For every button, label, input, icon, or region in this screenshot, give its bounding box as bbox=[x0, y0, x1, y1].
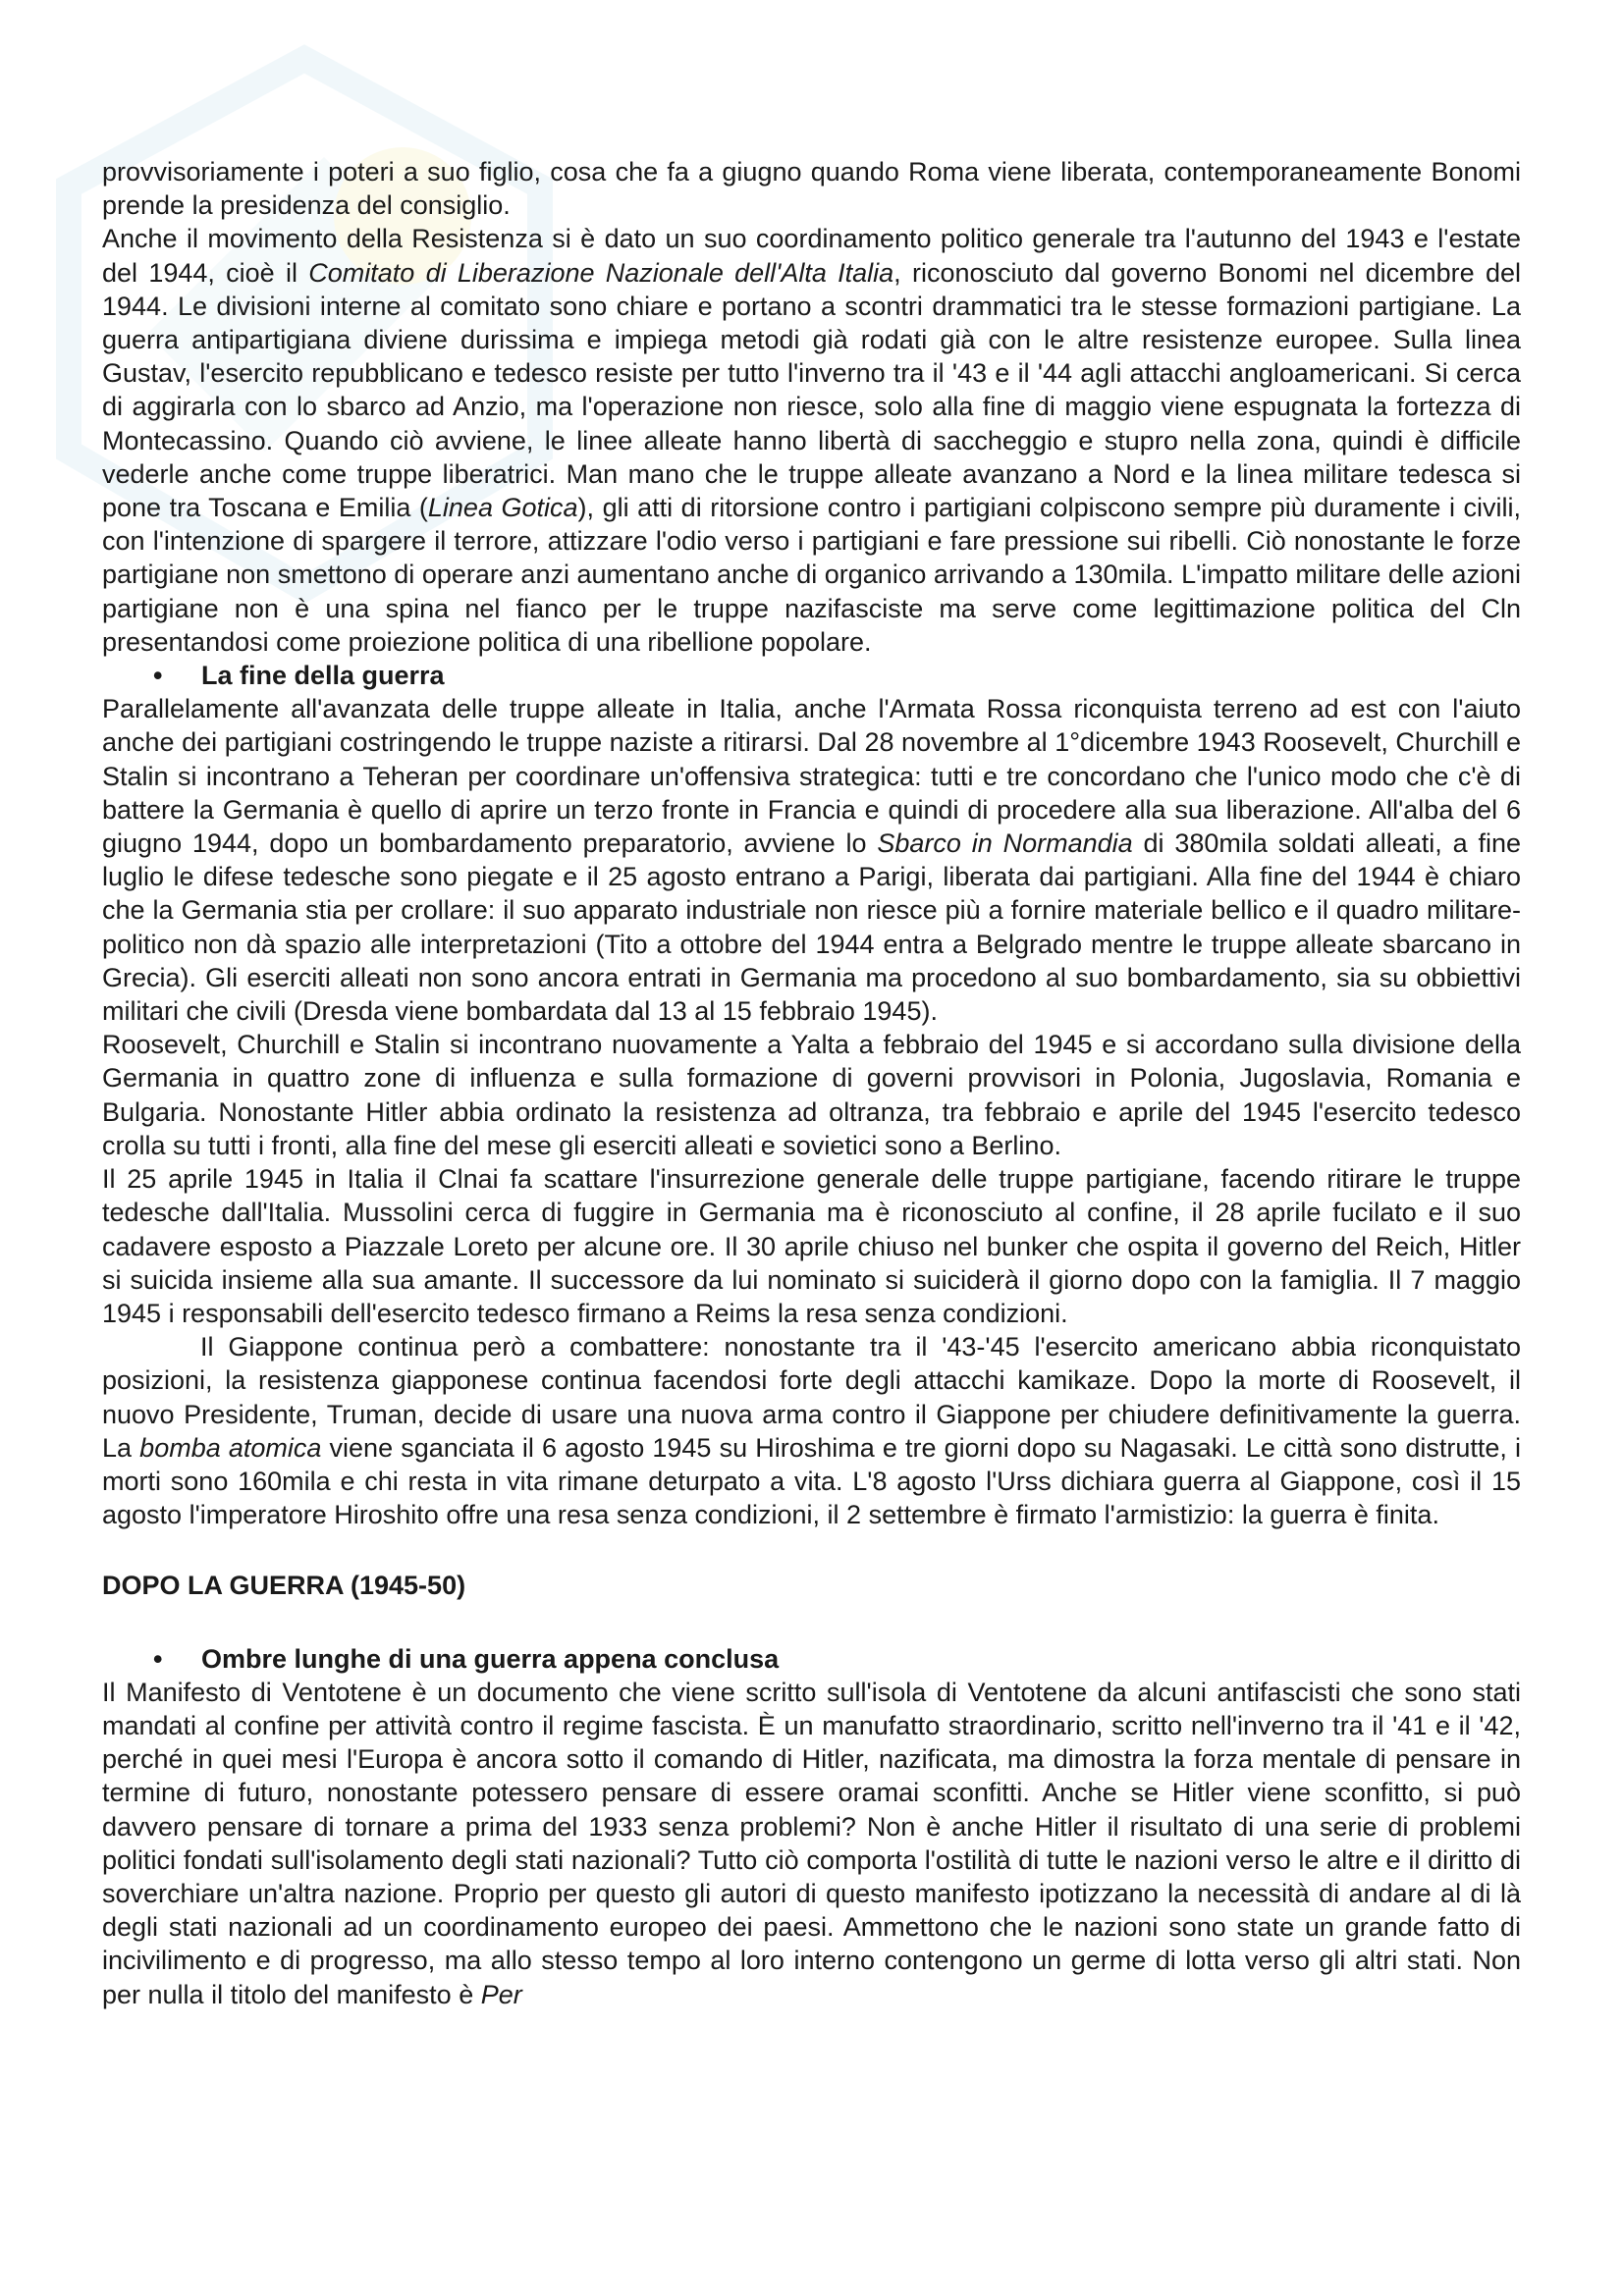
section-title: DOPO LA GUERRA (1945-50) bbox=[102, 1571, 466, 1601]
bullet-icon: • bbox=[153, 661, 163, 691]
italic-text: Linea Gotica bbox=[427, 493, 578, 523]
text-run: provvisoriamente i poteri a suo figlio, cosa che fa a giugno quando Roma viene liberata, contemporaneamente Bonomi prende la presidenza del consiglio. bbox=[102, 157, 1521, 221]
paragraph bbox=[102, 222, 1521, 659]
text-run: Roosevelt, Churchill e Stalin si incontrano nuovamente a Yalta a febbraio del 1945 e si accordano sulla divisione della Germania in quattro zone di influenza e sulla formazione di governi provvisori in Polonia, Jugoslavia, Romania e Bulgaria. Nonostante Hitler abbia ordinato la resistenza ad oltranza, tra febbraio e aprile del 1945 l'esercito tedesco crolla su tutti i fronti, alla fine del mese gli eserciti alleati e sovietici sono a Berlino. bbox=[102, 1030, 1521, 1160]
paragraph bbox=[102, 1330, 1521, 1531]
heading-fine-della-guerra bbox=[102, 659, 1521, 692]
resistenza-section bbox=[102, 155, 1521, 659]
text-run: Il 25 aprile 1945 in Italia il Clnai fa scattare l'insurrezione generale delle truppe partigiane, facendo ritirare le truppe tedesche dall'Italia. Mussolini cerca di fuggire in Germania ma è riconosciuto al confine, il 28 aprile fucilato e il suo cadavere esposto a Piazzale Loreto per alcune ore. Il 30 aprile chiuso nel bunker che ospita il governo del Reich, Hitler si suicida insieme alla sua amante. Il successore da lui nominato si suiciderà il giorno dopo con la famiglia. Il 7 maggio 1945 i responsabili dell'esercito tedesco firmano a Reims la resa senza condizioni. bbox=[102, 1164, 1521, 1328]
fine-guerra-section bbox=[102, 692, 1521, 1531]
paragraph bbox=[102, 1162, 1521, 1330]
document-page bbox=[102, 155, 1521, 2011]
italic-text: Comitato di Liberazione Nazionale dell'Alta Italia bbox=[308, 257, 894, 288]
italic-text: bomba atomica bbox=[139, 1432, 322, 1463]
heading-ombre-lunghe bbox=[102, 1642, 1521, 1676]
text-run: Parallelamente all'avanzata delle truppe alleate in Italia, anche l'Armata Rossa riconquista terreno ad est con l'aiuto anche dei partigiani costringendo le truppe naziste a ritirarsi. Dal 28 novembre al 1°dicembre 1943 Roosevelt, Churchill e Stalin si incontrano a Teheran per coordinare un'offensiva strategica: tutti e tre concordano che l'unico modo che c'è di battere la Germania è quello di aprire un terzo fronte in Francia e quindi di procedere alla sua liberazione. All'alba del 6 giugno 1944, dopo un bombardamento preparatorio, avviene lo bbox=[102, 694, 1521, 859]
heading-text: Ombre lunghe di una guerra appena conclusa bbox=[201, 1643, 780, 1674]
paragraph bbox=[102, 155, 1521, 222]
text-run: , riconosciuto dal governo Bonomi nel dicembre del 1944. Le divisioni interne al comitato sono chiare e portano a scontri drammatici tra le stesse formazioni partigiane. La guerra antipartigiana diviene durissima e impiega metodi già rodati già con le altre resistenze europee. Sulla linea Gustav, l'esercito repubblicano e tedesco resiste per tutto l'inverno tra il '43 e il '44 agli attacchi angloamericani. Si cerca di aggirarla con lo sbarco ad Anzio, ma l'operazione non riesce, solo alla fine di maggio viene espugnata la fortezza di Montecassino. Quando ciò avviene, le linee alleate hanno libertà di saccheggio e stupro nella zona, quindi è difficile vederle anche come truppe liberatrici. Man mano che le truppe alleate avanzano a Nord e la linea militare tedesca si pone tra Toscana e Emilia ( bbox=[102, 257, 1521, 523]
ombre-section bbox=[102, 1676, 1521, 2011]
text-run: Il Giappone continua però a combattere: nonostante tra il '43-'45 l'esercito americano abbia riconquistato posizioni, la resistenza giapponese continua facendosi forte degli attacchi kamikaze. Dopo la morte di Roosevelt, il nuovo Presidente, Truman, decide di usare una nuova arma contro il Giappone per chiudere definitivamente la guerra. La bbox=[102, 1332, 1521, 1463]
text-run: Anche il movimento della Resistenza si è dato un suo coordinamento politico generale tra l'autunno del 1943 e l'estate del 1944, cioè il bbox=[102, 224, 1521, 288]
text-run: ), gli atti di ritorsione contro i partigiani colpiscono sempre più duramente i civili, con l'intenzione di spargere il terrore, attizzare l'odio verso i partigiani e fare pressione sui ribelli. Ciò nonostante le forze partigiane non smettono di operare anzi aumentano anche di organico arrivando a 130mila. L'impatto militare delle azioni partigiane non è una spina nel fianco per le truppe nazifasciste ma serve come legittimazione politica del Cln presentandosi come proiezione politica di una ribellione popolare. bbox=[102, 493, 1521, 657]
text-run: di 380mila soldati alleati, a fine luglio le difese tedesche sono piegate e il 25 agosto entrano a Parigi, liberata dai partigiani. Alla fine del 1944 è chiaro che la Germania stia per crollare: il suo apparato industriale non riesce più a fornire materiale bellico e il quadro militare-politico non dà spazio alle interpretazioni (Tito a ottobre del 1944 entra a Belgrado mentre le truppe alleate sbarcano in Grecia). Gli eserciti alleati non sono ancora entrati in Germania ma procedono al suo bombardamento, sia su obbiettivi militari che civili (Dresda viene bombardata dal 13 al 15 febbraio 1945). bbox=[102, 828, 1521, 1027]
bullet-icon: • bbox=[153, 1643, 163, 1674]
text-run: Il Manifesto di Ventotene è un documento che viene scritto sull'isola di Ventotene da alcuni antifascisti che sono stati mandati al confine per attività contro il regime fascista. È un manufatto straordinario, scritto nell'inverno tra il '41 e il '42, perché in quei mesi l'Europa è ancora sotto il comando di Hitler, nazificata, ma dimostra la forza mentale di pensare in termine di futuro, nonostante potessero pensare di essere oramai sconfitti. Anche se Hitler viene sconfitto, si può davvero pensare di tornare a prima del 1933 senza problemi? Non è anche Hitler il risultato di una serie di problemi politici fondati sull'isolamento degli stati nazionali? Tutto ciò comporta l'ostilità di tutte le nazioni verso le altre e il diritto di soverchiare un'altra nazione. Proprio per questo gli autori di questo manifesto ipotizzano la necessità di andare al di là degli stati nazionali ad un coordinamento europeo dei paesi. Ammettono che le nazioni sono state un grande fatto di incivilimento e di progresso, ma allo stesso tempo al loro interno contengono un germe di lotta verso gli altri stati. Non per nulla il titolo del manifesto è bbox=[102, 1677, 1521, 2009]
paragraph bbox=[102, 1028, 1521, 1162]
paragraph bbox=[102, 692, 1521, 1028]
heading-text: La fine della guerra bbox=[201, 661, 445, 691]
italic-text: Per bbox=[480, 1979, 522, 2009]
text-run: viene sganciata il 6 agosto 1945 su Hiroshima e tre giorni dopo su Nagasaki. Le città sono distrutte, i morti sono 160mila e chi resta in vita rimane deturpato a vita. L'8 agosto l'Urss dichiara guerra al Giappone, così il 15 agosto l'imperatore Hiroshito offre una resa senza condizioni, il 2 settembre è firmato l'armistizio: la guerra è finita. bbox=[102, 1432, 1521, 1530]
paragraph bbox=[102, 1676, 1521, 2011]
italic-text: Sbarco in Normandia bbox=[877, 828, 1133, 859]
